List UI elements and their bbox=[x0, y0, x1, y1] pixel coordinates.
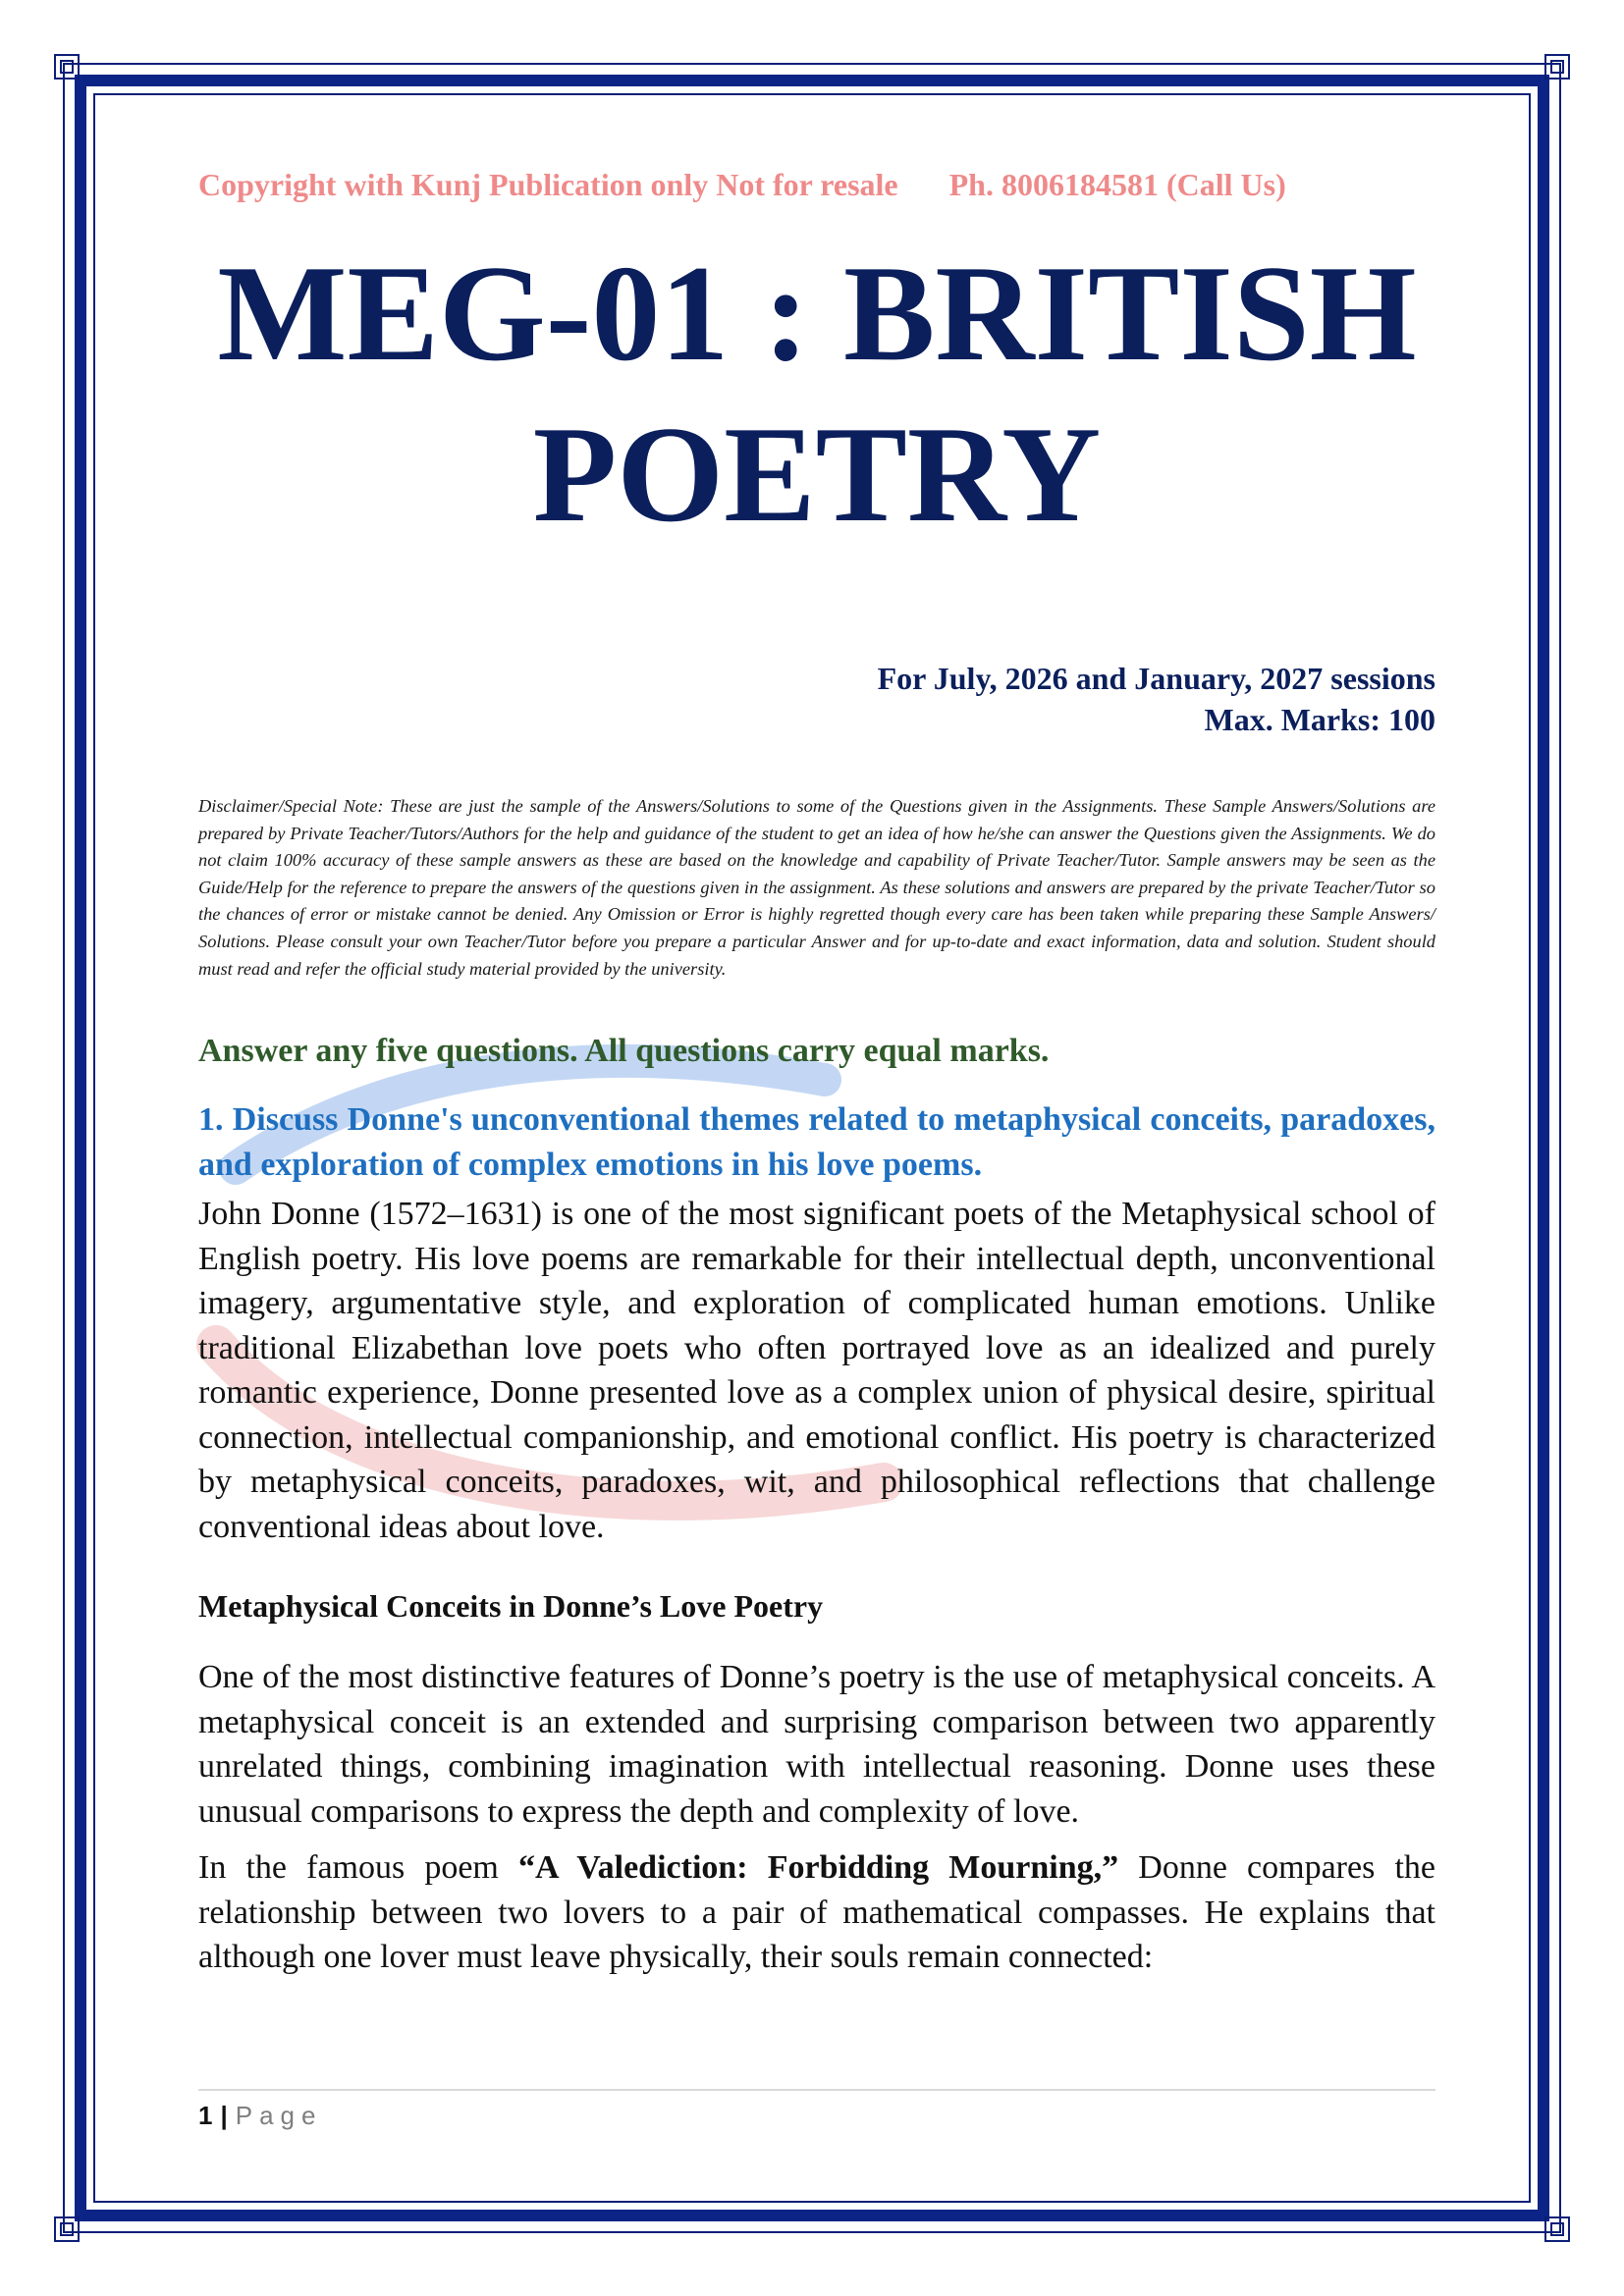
question-1: 1. Discuss Donne's unconventional themes related to metaphysical conceits, paradoxes, and exploration of complex emotions in his love poems. bbox=[198, 1101, 1435, 1183]
poem-paragraph-lead: In the famous poem bbox=[198, 1849, 519, 1886]
sessions-text: For July, 2026 and January, 2027 sessions bbox=[877, 661, 1435, 696]
max-marks: Max. Marks: 100 bbox=[1204, 702, 1435, 737]
title-line-2: POETRY bbox=[532, 399, 1102, 551]
page-footer bbox=[198, 2101, 322, 2131]
document-title bbox=[198, 234, 1435, 556]
section-heading: Metaphysical Conceits in Donne’s Love Poetry bbox=[198, 1588, 824, 1624]
footer-divider bbox=[198, 2089, 1435, 2091]
conceits-paragraph: One of the most distinctive features of Donne’s poetry is the use of metaphysical conceits. A metaphysical conceit is an extended and surprising comparison between two apparently unrelated things, combining imagination with intellectual reasoning. Donne uses these unusual comparisons to express the depth and complexity of love. bbox=[198, 1659, 1435, 1830]
title-line-1: MEG-01 : BRITISH bbox=[217, 238, 1417, 390]
corner-ornament-top-right bbox=[1544, 54, 1570, 80]
poem-paragraph bbox=[198, 1845, 1435, 1980]
page-label: Page bbox=[235, 2101, 323, 2130]
session-info bbox=[198, 658, 1435, 740]
phone-number: Ph. 8006184581 (Call Us) bbox=[948, 167, 1286, 202]
poem-title: “A Valediction: Forbidding Mourning,” bbox=[518, 1849, 1119, 1886]
footer-separator: | bbox=[220, 2101, 228, 2130]
page-number: 1 bbox=[198, 2101, 213, 2130]
corner-ornament-bottom-right bbox=[1544, 2216, 1570, 2242]
corner-ornament-bottom-left bbox=[54, 2216, 80, 2242]
copyright-notice bbox=[198, 167, 1435, 203]
disclaimer: Disclaimer/Special Note: These are just the sample of the Answers/Solutions to some of the Questions given in the Assignments. These Sample Answers/Solutions are prepared by Private Teacher/Tutors/Authors for the help and guidance of the student to get an idea of how he/she can answer the Questions given the Assignments. We do not claim 100% accuracy of these sample answers as these are based on the knowledge and capability of Private Teacher/Tutor. Sample answers may be seen as the Guide/Help for the reference to prepare the answers of the questions given in the assignment. As these solutions and answers are prepared by the private Teacher/Tutor so the chances of error or mistake cannot be denied. Any Omission or Error is highly regretted though every care has been taken while preparing these Sample Answers/ Solutions. Please consult your own Teacher/Tutor before you prepare a particular Answer and for up-to-date and exact information, data and solution. Student should must read and refer the official study material provided by the university. bbox=[198, 796, 1435, 979]
intro-paragraph: John Donne (1572–1631) is one of the most significant poets of the Metaphysical school of English poetry. His love poems are remarkable for their intellectual depth, unconventional imagery, argumentative style, and exploration of complicated human emotions. Unlike traditional Elizabethan love poets who often portrayed love as an idealized and purely romantic experience, Donne presented love as a complex union of physical desire, spiritual connection, intellectual companionship, and emotional conflict. His poetry is characterized by metaphysical conceits, paradoxes, wit, and philosophical reflections that challenge conventional ideas about love. bbox=[198, 1196, 1435, 1545]
poem-paragraph-body: Donne compares the relationship between two lovers to a pair of mathematical compasses. He explains that although one lover must leave physically, their souls remain connected: bbox=[198, 1849, 1435, 1975]
exam-instruction: Answer any five questions. All questions carry equal marks. bbox=[198, 1033, 1050, 1069]
corner-ornament-top-left bbox=[54, 54, 80, 80]
copyright-text: Copyright with Kunj Publication only Not for resale bbox=[198, 167, 898, 202]
